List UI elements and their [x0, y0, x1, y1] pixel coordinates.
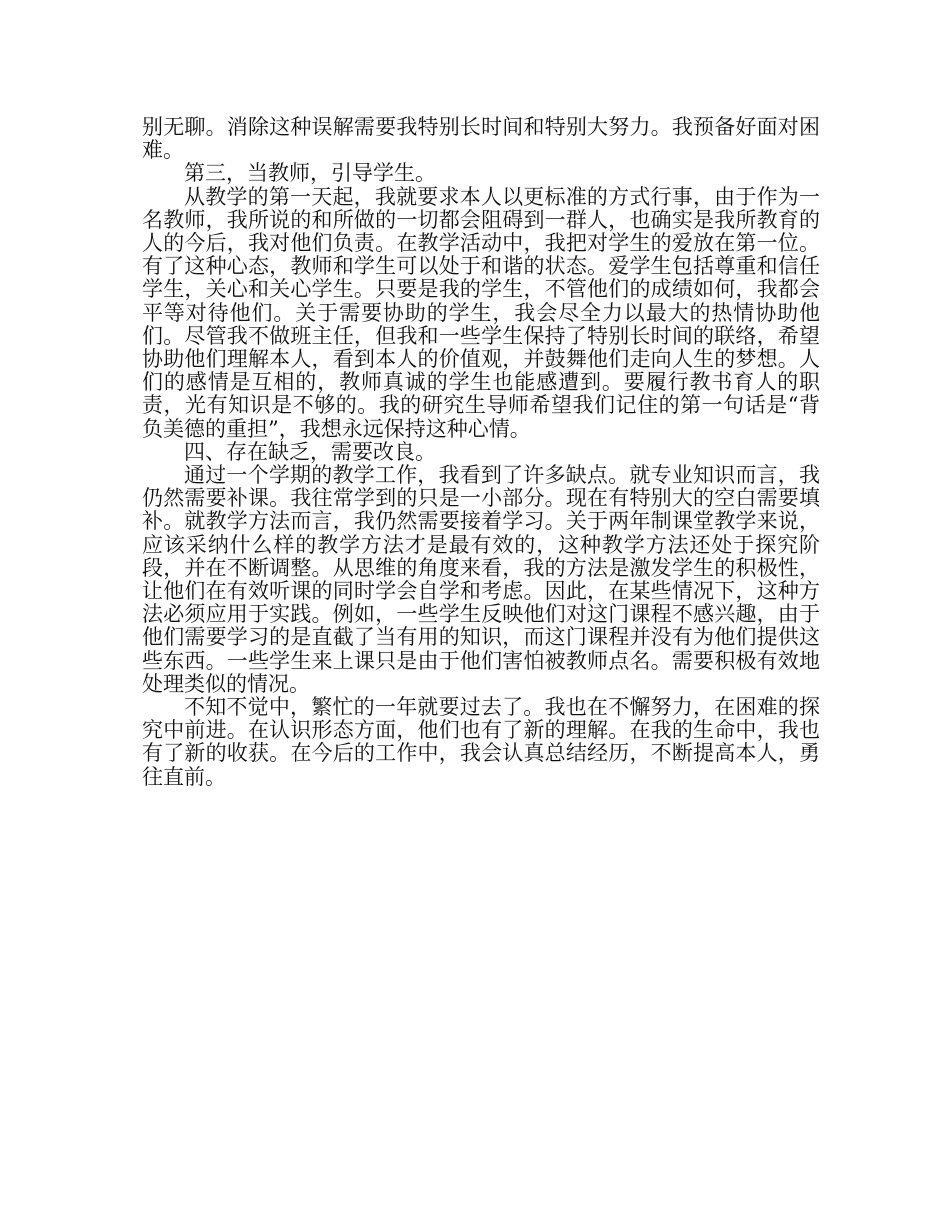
section-heading-third: 第三，当教师，引导学生。: [184, 161, 436, 186]
paragraph-teaching: 从教学的第一天起，我就要求本人以更标准的方式行事，由于作为一名教师，我所说的和所做的一切都会阻碍到一群人，也确实是我所教育的人的今后，我对他们负责。在教学活动中，我把对学生的爱放在第一位。有了这种心态，教师和学生可以处于和谐的状态。爱学生包括尊重和信任学生，关心和关心学生。只要是我的学生，不管他们的成绩如何，我都会平等对待他们。关于需要协助的学生，我会尽全力以最大的热情协助他们。尽管我不做班主任，但我和一些学生保持了特别长时间的联络，希望协助他们理解本人，看到本人的价值观，并鼓舞他们走向人生的梦想。人们的感情是互相的，教师真诚的学生也能感遭到。要履行教书育人的职责，光有知识是不够的。我的研究生导师希望我们记住的第一句话是“背负美德的重担”，我想永远保持这种心情。: [142, 184, 820, 441]
document-body: [142, 116, 820, 789]
paragraph-shortcomings: 通过一个学期的教学工作，我看到了许多缺点。就专业知识而言，我仍然需要补课。我往常学到的只是一小部分。现在有特别大的空白需要填补。就教学方法而言，我仍然需要接着学习。关于两年制课堂教学来说，应该采纳什么样的教学方法才是最有效的，这种教学方法还处于探究阶段，并在不断调整。从思维的角度来看，我的方法是激发学生的积极性，让他们在有效听课的同时学会自学和考虑。因此，在某些情况下，这种方法必须应用于实践。例如，一些学生反映他们对这门课程不感兴趣，由于他们需要学习的是直截了当有用的知识，而这门课程并没有为他们提供这些东西。一些学生来上课只是由于他们害怕被教师点名。需要积极有效地处理类似的情况。: [142, 463, 820, 696]
section-heading-fourth: 四、存在缺乏，需要改良。: [184, 439, 436, 464]
paragraph-continuation: 别无聊。消除这种误解需要我特别长时间和特别大努力。我预备好面对困难。: [142, 115, 820, 163]
paragraph-conclusion: 不知不觉中，繁忙的一年就要过去了。我也在不懈努力，在困难的探究中前进。在认识形态方面，他们也有了新的理解。在我的生命中，我也有了新的收获。在今后的工作中，我会认真总结经历，不断提高本人，勇往直前。: [142, 695, 820, 789]
